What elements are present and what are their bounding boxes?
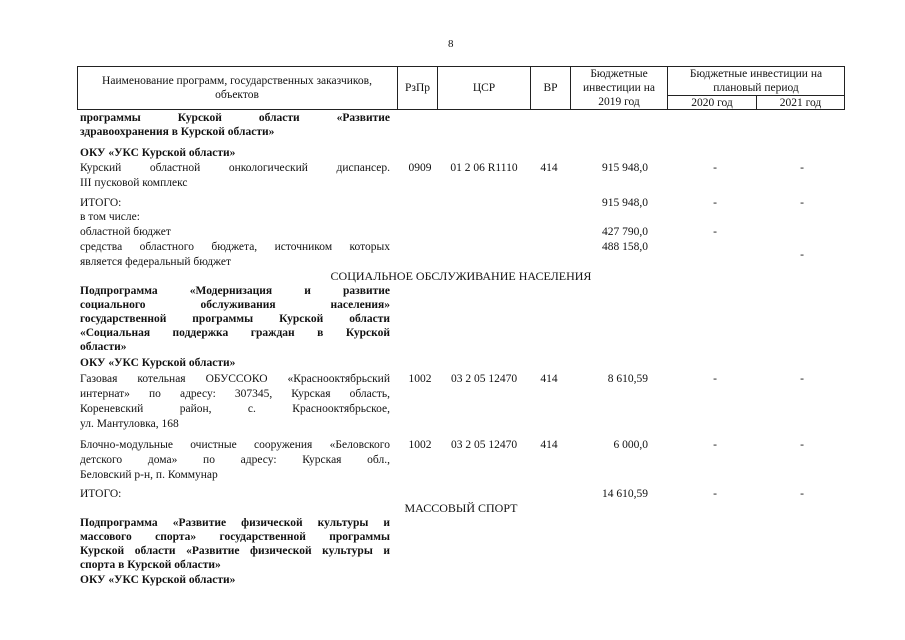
federal-2021: - <box>800 249 804 261</box>
object-csr: 03 2 05 12470 <box>450 373 518 385</box>
total-2020: - <box>713 197 717 209</box>
object-vr: 414 <box>540 162 558 174</box>
header-2021: 2021 год <box>779 97 822 109</box>
header-2020: 2020 год <box>691 97 733 109</box>
federal-label-line: средства областного бюджета, источником которых <box>80 241 390 253</box>
header-budget-2019: Бюджетные инвестиции на 2019 год <box>583 68 655 108</box>
object-name-line: III пусковой комплекс <box>80 177 188 189</box>
object-rzpr: 1002 <box>408 439 432 451</box>
object-csr: 03 2 05 12470 <box>450 439 518 451</box>
customer-label: ОКУ «УКС Курской области» <box>80 147 236 159</box>
header-planned: Бюджетные инвестиции на плановый период <box>689 68 823 94</box>
header-vr: ВР <box>543 82 558 94</box>
subprogram-line: Курской области «Развитие физической культуры и <box>80 545 390 557</box>
subprogram-line: государственной программы Курской области <box>80 313 390 325</box>
customer-label: ОКУ «УКС Курской области» <box>80 574 236 586</box>
total-label: ИТОГО: <box>80 197 122 209</box>
subprogram-line: социального обслуживания населения» <box>80 299 390 311</box>
subprogram-line: спорта в Курской области» <box>80 559 221 571</box>
object-name-line: Блочно-модульные очистные сооружения «Беловского <box>80 439 390 451</box>
subprogram-line: Подпрограмма «Модернизация и развитие <box>80 285 390 297</box>
regional-budget-label: областной бюджет <box>80 226 171 238</box>
subprogram-line: Подпрограмма «Развитие физической культуры и <box>80 517 390 529</box>
object-2021: - <box>800 162 804 174</box>
object-csr: 01 2 06 R1110 <box>450 162 518 174</box>
object-name-line: интернат» по адресу: 307345, Курская область, <box>80 388 390 400</box>
object-vr: 414 <box>540 373 558 385</box>
total-2021: - <box>800 488 804 500</box>
object-2020: - <box>713 373 717 385</box>
table-header <box>77 66 845 110</box>
regional-2020: - <box>713 226 717 238</box>
object-vr: 414 <box>540 439 558 451</box>
subprogram-line: области» <box>80 341 127 353</box>
section-title: МАССОВЫЙ СПОРТ <box>404 501 518 515</box>
header-csr: ЦСР <box>472 82 496 94</box>
subprogram-line: массового спорта» государственной программы <box>80 531 390 543</box>
total-2021: - <box>800 197 804 209</box>
object-2021: - <box>800 373 804 385</box>
customer-label: ОКУ «УКС Курской области» <box>80 357 236 369</box>
object-name-line: детского дома» по адресу: Курская обл., <box>80 454 390 466</box>
total-2019: 915 948,0 <box>602 197 648 209</box>
object-name-line: Беловский р-н, п. Коммунар <box>80 469 218 481</box>
subprogram-line: «Социальная поддержка граждан в Курской <box>80 327 390 339</box>
program-line: здравоохранения в Курской области» <box>80 126 275 138</box>
including-label: в том числе: <box>80 211 140 223</box>
object-2020: - <box>713 162 717 174</box>
object-name-line: Кореневский район, с. Краснооктябрьское, <box>80 403 390 415</box>
total-2020: - <box>713 488 717 500</box>
object-2021: - <box>800 439 804 451</box>
object-rzpr: 0909 <box>408 162 432 174</box>
federal-2019: 488 158,0 <box>602 241 648 253</box>
object-name-line: Курский областной онкологический диспансер. <box>80 162 390 174</box>
page-number: 8 <box>448 38 454 50</box>
program-line: программы Курской области «Развитие <box>80 112 390 124</box>
header-rzpr: РзПр <box>405 82 430 94</box>
object-2019: 8 610,59 <box>607 373 648 385</box>
total-2019: 14 610,59 <box>602 488 648 500</box>
total-label: ИТОГО: <box>80 488 122 500</box>
regional-2019: 427 790,0 <box>602 226 648 238</box>
object-name-line: ул. Мантуловка, 168 <box>80 418 179 430</box>
header-name: Наименование программ, государственных заказчиков, объектов <box>102 75 372 101</box>
object-name-line: Газовая котельная ОБУССОКО «Краснооктябрьский <box>80 373 390 385</box>
object-2019: 6 000,0 <box>613 439 648 451</box>
object-rzpr: 1002 <box>408 373 432 385</box>
federal-label-line: является федеральный бюджет <box>80 256 231 268</box>
object-2020: - <box>713 439 717 451</box>
object-2019: 915 948,0 <box>602 162 648 174</box>
section-title: СОЦИАЛЬНОЕ ОБСЛУЖИВАНИЕ НАСЕЛЕНИЯ <box>330 269 592 283</box>
